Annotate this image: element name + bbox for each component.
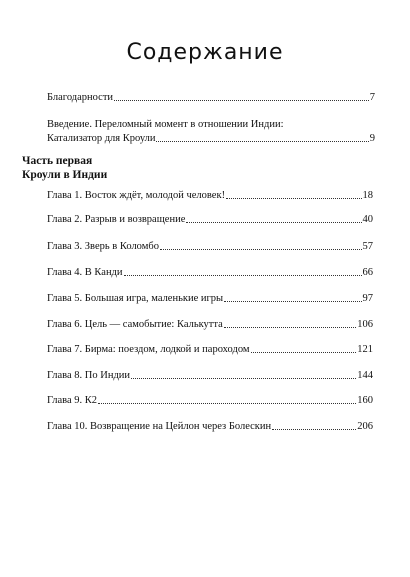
- leader-dots: [160, 249, 362, 250]
- toc-entry-label: Глава 2. Разрыв и возвращение: [47, 214, 186, 225]
- toc-entry-intro[interactable]: [47, 132, 375, 145]
- toc-entry-label: Глава 5. Большая игра, маленькие игры: [47, 293, 224, 304]
- leader-dots: [224, 327, 356, 328]
- toc-page-number: 106: [357, 319, 373, 330]
- toc-entry-chapter-2[interactable]: [47, 213, 373, 226]
- toc-page-number: 9: [369, 133, 375, 144]
- leader-dots: [131, 378, 356, 379]
- toc-page-number: 66: [362, 267, 373, 278]
- toc-page-number: 121: [357, 344, 373, 355]
- toc-entry-label: Глава 3. Зверь в Коломбо: [47, 241, 159, 252]
- toc-entry-label: Глава 10. Возвращение на Цейлон через Болескин: [47, 421, 272, 432]
- toc-page-number: 40: [362, 214, 373, 225]
- toc-entry-chapter-9[interactable]: [47, 394, 373, 407]
- toc-page-number: 7: [369, 92, 375, 103]
- leader-dots: [224, 301, 361, 302]
- toc-page-number: 18: [362, 190, 373, 201]
- toc-entry-label: Благодарности: [47, 92, 114, 103]
- leader-dots: [272, 429, 356, 430]
- toc-entry-chapter-7[interactable]: [47, 343, 373, 356]
- toc-entry-label: Глава 6. Цель — самобытие: Калькутта: [47, 319, 223, 330]
- toc-page-number: 144: [357, 370, 373, 381]
- part-heading-line2: Кроули в Индии: [22, 169, 108, 181]
- toc-page-number: 57: [362, 241, 373, 252]
- toc-page-number: 97: [362, 293, 373, 304]
- leader-dots: [114, 100, 369, 101]
- leader-dots: [186, 222, 361, 223]
- part-heading-line1: Часть первая: [22, 155, 93, 167]
- toc-entry-label: Глава 4. В Канди: [47, 267, 123, 278]
- toc-entry-intro-line1: Введение. Переломный момент в отношении Индии:: [47, 119, 284, 130]
- toc-entry-acknowledgements[interactable]: [47, 91, 375, 104]
- toc-entry-chapter-8[interactable]: [47, 369, 373, 382]
- toc-entry-chapter-1[interactable]: [47, 189, 373, 202]
- leader-dots: [251, 352, 357, 353]
- page-title: Содержание: [126, 40, 284, 65]
- toc-entry-label: Катализатор для Кроули: [47, 133, 156, 144]
- toc-page-number: 160: [357, 395, 373, 406]
- toc-entry-label: Глава 1. Восток ждёт, молодой человек!: [47, 190, 226, 201]
- toc-entry-label: Глава 7. Бирма: поездом, лодкой и пароходом: [47, 344, 250, 355]
- toc-page-number: 206: [357, 421, 373, 432]
- toc-entry-chapter-10[interactable]: [47, 420, 373, 433]
- toc-entry-chapter-4[interactable]: [47, 266, 373, 279]
- toc-entry-chapter-3[interactable]: [47, 240, 373, 253]
- toc-entry-chapter-5[interactable]: [47, 292, 373, 305]
- toc-entry-label: Глава 9. К2: [47, 395, 98, 406]
- toc-entry-label: Глава 8. По Индии: [47, 370, 131, 381]
- leader-dots: [124, 275, 362, 276]
- leader-dots: [156, 141, 368, 142]
- leader-dots: [98, 403, 356, 404]
- leader-dots: [226, 198, 361, 199]
- toc-entry-chapter-6[interactable]: [47, 318, 373, 331]
